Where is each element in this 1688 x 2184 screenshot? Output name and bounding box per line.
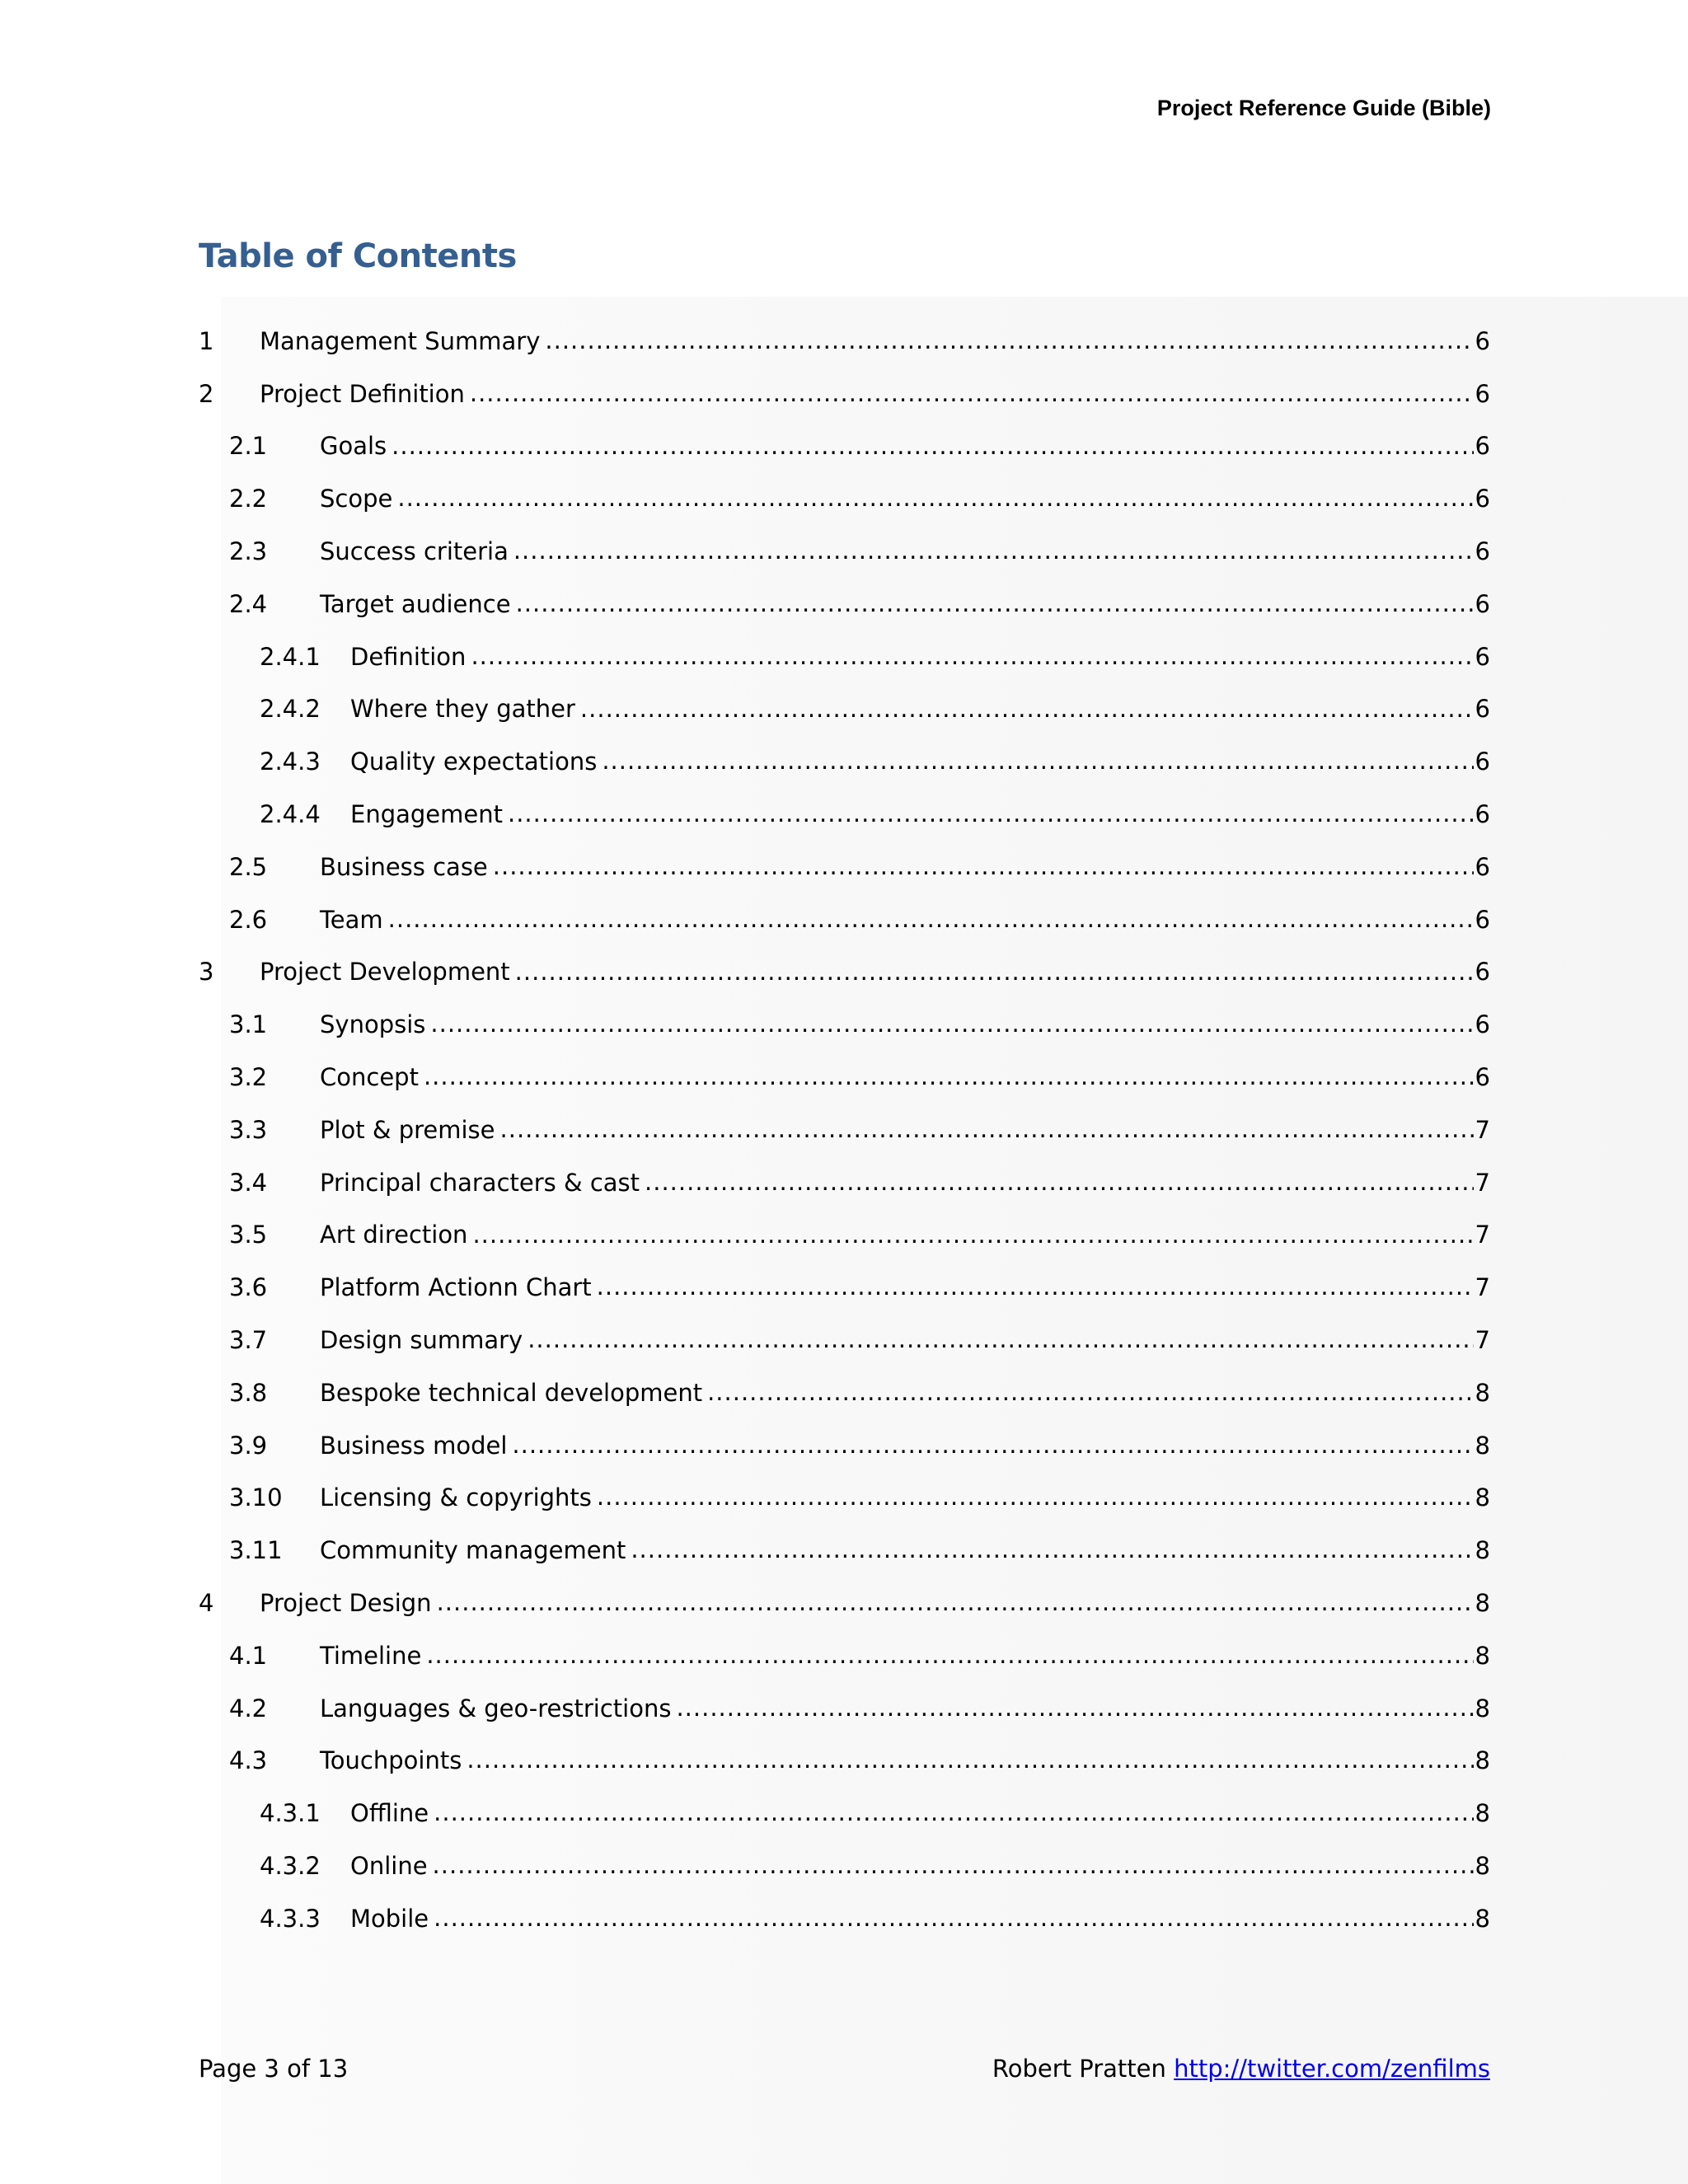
toc-entry-number: 2.2 xyxy=(229,485,268,513)
toc-entry-title[interactable]: Goals xyxy=(320,432,387,461)
toc-entry-title[interactable]: Engagement xyxy=(350,800,503,829)
toc-entry-title[interactable]: Design summary xyxy=(320,1326,523,1355)
toc-dot-leader xyxy=(500,1117,1474,1143)
toc-dot-leader xyxy=(645,1169,1474,1196)
toc-dot-leader xyxy=(597,1274,1474,1301)
toc-dot-leader xyxy=(467,1747,1473,1774)
twitter-link[interactable]: http://twitter.com/zenfilms xyxy=(1174,2055,1490,2083)
toc-dot-leader xyxy=(424,1064,1474,1090)
toc-dot-leader xyxy=(528,1327,1473,1353)
toc-dot-leader xyxy=(434,1800,1473,1826)
toc-entry-page: 8 xyxy=(1475,1799,1490,1828)
toc-entry[interactable] xyxy=(199,368,1490,420)
toc-entry[interactable] xyxy=(199,735,1490,788)
toc-entry-number: 3.7 xyxy=(229,1326,268,1355)
toc-entry-number: 4.3.1 xyxy=(260,1799,321,1828)
toc-dot-leader xyxy=(392,434,1473,460)
toc-dot-leader xyxy=(631,1537,1473,1563)
toc-entry-page: 6 xyxy=(1475,800,1490,829)
toc-entry-page: 8 xyxy=(1475,1694,1490,1722)
toc-entry[interactable] xyxy=(199,1892,1490,1945)
toc-entry[interactable] xyxy=(199,525,1490,578)
toc-entry[interactable] xyxy=(199,315,1490,368)
toc-entry-title[interactable]: Scope xyxy=(320,485,393,513)
toc-entry-page: 6 xyxy=(1475,326,1490,355)
toc-entry[interactable] xyxy=(199,1735,1490,1788)
toc-dot-leader xyxy=(397,485,1473,512)
toc-entry-number: 3.11 xyxy=(229,1536,283,1565)
toc-entry-title[interactable]: Art direction xyxy=(320,1221,468,1249)
toc-entry-title[interactable]: Offline xyxy=(350,1799,429,1828)
toc-entry-number: 3.2 xyxy=(229,1063,268,1092)
toc-entry-number: 4.3.2 xyxy=(260,1852,321,1880)
toc-dot-leader xyxy=(430,1011,1473,1038)
toc-entry-number: 3.3 xyxy=(229,1115,268,1144)
toc-entry[interactable] xyxy=(199,841,1490,893)
toc-dot-leader xyxy=(513,538,1474,565)
toc-entry-title[interactable]: Target audience xyxy=(320,589,511,618)
toc-entry-title[interactable]: Project Design xyxy=(260,1589,432,1618)
toc-entry[interactable] xyxy=(199,1472,1490,1525)
toc-entry-title[interactable]: Languages & geo-restrictions xyxy=(320,1694,672,1722)
toc-entry-title[interactable]: Mobile xyxy=(350,1904,429,1933)
toc-entry[interactable] xyxy=(199,893,1490,946)
toc-entry-number: 2.4.1 xyxy=(260,642,321,671)
toc-entry-title[interactable]: Where they gather xyxy=(350,695,575,724)
author-name: Robert Pratten xyxy=(992,2055,1166,2083)
toc-entry-page: 6 xyxy=(1475,748,1490,776)
toc-entry-number: 4.1 xyxy=(229,1641,268,1670)
toc-entry-title[interactable]: Quality expectations xyxy=(350,748,598,776)
toc-entry-page: 8 xyxy=(1475,1641,1490,1670)
toc-entry-title[interactable]: Touchpoints xyxy=(320,1746,462,1775)
toc-entry-number: 3.9 xyxy=(229,1431,268,1460)
toc-dot-leader xyxy=(388,907,1474,933)
toc-entry-number: 2.4.2 xyxy=(260,695,321,724)
toc-entry[interactable] xyxy=(199,578,1490,630)
toc-dot-leader xyxy=(516,591,1474,617)
toc-entry[interactable] xyxy=(199,472,1490,525)
toc-dot-leader xyxy=(426,1643,1473,1669)
toc-entry-number: 4.3 xyxy=(229,1746,268,1775)
toc-entry[interactable] xyxy=(199,683,1490,736)
toc-entry-page: 8 xyxy=(1475,1904,1490,1933)
toc-entry-page: 6 xyxy=(1475,589,1490,618)
toc-entry-title[interactable]: Definition xyxy=(350,642,467,671)
toc-entry-page: 6 xyxy=(1475,905,1490,934)
toc-entry-title[interactable]: Platform Actionn Chart xyxy=(320,1273,592,1302)
toc-dot-leader xyxy=(471,644,1473,670)
toc-entry[interactable] xyxy=(199,946,1490,999)
toc-entry-page: 6 xyxy=(1475,852,1490,881)
toc-entry-page: 8 xyxy=(1475,1589,1490,1618)
toc-dot-leader xyxy=(437,1590,1474,1616)
toc-entry-page: 8 xyxy=(1475,1431,1490,1460)
toc-entry-page: 6 xyxy=(1475,432,1490,461)
toc-entry-number: 3.1 xyxy=(229,1010,268,1039)
toc-entry-page: 8 xyxy=(1475,1746,1490,1775)
toc-dot-leader xyxy=(597,1484,1474,1511)
toc-dot-leader xyxy=(433,1853,1474,1879)
toc-entry[interactable] xyxy=(199,630,1490,683)
toc-entry-number: 2.6 xyxy=(229,905,268,934)
toc-entry-number: 2.5 xyxy=(229,852,268,881)
toc-entry-page: 7 xyxy=(1475,1326,1490,1355)
toc-entry[interactable] xyxy=(199,1787,1490,1840)
toc-entry[interactable] xyxy=(199,1366,1490,1419)
toc-dot-leader xyxy=(512,1432,1473,1459)
toc-entry-title[interactable]: Online xyxy=(350,1852,428,1880)
toc-heading: Table of Contents xyxy=(199,237,517,275)
toc-dot-leader xyxy=(602,748,1473,775)
toc-entry-number: 3.8 xyxy=(229,1378,268,1407)
toc-entry[interactable] xyxy=(199,420,1490,473)
toc-entry-number: 1 xyxy=(199,326,214,355)
toc-entry-page: 6 xyxy=(1475,695,1490,724)
toc-dot-leader xyxy=(434,1905,1473,1932)
toc-entry-number: 4.3.3 xyxy=(260,1904,321,1933)
toc-entry-number: 4.2 xyxy=(229,1694,268,1722)
toc-dot-leader xyxy=(580,696,1474,723)
toc-entry[interactable] xyxy=(199,1156,1490,1209)
toc-entry-page: 7 xyxy=(1475,1115,1490,1144)
toc-entry-title[interactable]: Licensing & copyrights xyxy=(320,1483,592,1512)
toc-entry[interactable] xyxy=(199,788,1490,841)
toc-entry[interactable] xyxy=(199,1209,1490,1262)
toc-dot-leader xyxy=(515,959,1474,986)
toc-entry[interactable] xyxy=(199,1104,1490,1156)
toc-entry-number: 4 xyxy=(199,1589,214,1618)
toc-entry-title[interactable]: Timeline xyxy=(320,1641,422,1670)
toc-entry-number: 2.1 xyxy=(229,432,268,461)
toc-entry-title[interactable]: Success criteria xyxy=(320,537,509,566)
toc-entry-page: 8 xyxy=(1475,1378,1490,1407)
toc-entry-number: 3.6 xyxy=(229,1273,268,1302)
toc-entry-page: 6 xyxy=(1475,485,1490,513)
toc-entry[interactable] xyxy=(199,1419,1490,1472)
toc-entry[interactable] xyxy=(199,1524,1490,1577)
toc-entry-page: 8 xyxy=(1475,1536,1490,1565)
toc-entry[interactable] xyxy=(199,998,1490,1051)
toc-entry-page: 7 xyxy=(1475,1221,1490,1249)
toc-entry[interactable] xyxy=(199,1682,1490,1735)
toc-entry[interactable] xyxy=(199,1314,1490,1366)
toc-entry-number: 3.10 xyxy=(229,1483,283,1512)
toc-entry-number: 3 xyxy=(199,958,214,987)
table-of-contents xyxy=(199,315,1490,1945)
toc-entry-page: 6 xyxy=(1475,1010,1490,1039)
toc-entry-title[interactable]: Bespoke technical development xyxy=(320,1378,703,1407)
toc-entry-number: 3.5 xyxy=(229,1221,268,1249)
toc-dot-leader xyxy=(472,1222,1473,1249)
toc-entry-page: 6 xyxy=(1475,642,1490,671)
toc-entry-page: 7 xyxy=(1475,1273,1490,1302)
toc-entry-page: 6 xyxy=(1475,1063,1490,1092)
toc-entry-page: 8 xyxy=(1475,1852,1490,1880)
toc-entry-title[interactable]: Community management xyxy=(320,1536,626,1565)
toc-entry-title[interactable]: Management Summary xyxy=(260,326,541,355)
footer-credit xyxy=(992,2055,1490,2083)
toc-entry-title[interactable]: Project Definition xyxy=(260,379,465,408)
toc-entry[interactable] xyxy=(199,1051,1490,1104)
toc-entry-number: 2.4 xyxy=(229,589,268,618)
toc-entry-page: 6 xyxy=(1475,537,1490,566)
toc-entry-title[interactable]: Synopsis xyxy=(320,1010,426,1039)
toc-entry[interactable] xyxy=(199,1840,1490,1892)
toc-dot-leader xyxy=(508,801,1474,827)
toc-entry-title[interactable]: Project Development xyxy=(260,958,510,987)
toc-entry[interactable] xyxy=(199,1261,1490,1314)
running-header: Project Reference Guide (Bible) xyxy=(1156,96,1491,120)
page-number: Page 3 of 13 xyxy=(199,2055,349,2083)
toc-entry[interactable] xyxy=(199,1577,1490,1629)
toc-entry-title[interactable]: Business case xyxy=(320,852,488,881)
toc-entry-title[interactable]: Team xyxy=(320,905,383,934)
toc-dot-leader xyxy=(470,381,1474,407)
toc-entry-page: 7 xyxy=(1475,1168,1490,1197)
toc-dot-leader xyxy=(676,1695,1473,1722)
toc-entry-title[interactable]: Principal characters & cast xyxy=(320,1168,640,1197)
toc-entry-number: 2.3 xyxy=(229,537,268,566)
toc-entry-number: 3.4 xyxy=(229,1168,268,1197)
toc-entry-page: 6 xyxy=(1475,958,1490,987)
toc-entry-page: 8 xyxy=(1475,1483,1490,1512)
toc-entry-number: 2.4.3 xyxy=(260,748,321,776)
toc-entry-number: 2 xyxy=(199,379,214,408)
toc-entry-title[interactable]: Concept xyxy=(320,1063,419,1092)
toc-dot-leader xyxy=(707,1380,1473,1406)
toc-dot-leader xyxy=(493,854,1474,880)
toc-entry-number: 2.4.4 xyxy=(260,800,321,829)
toc-entry-title[interactable]: Business model xyxy=(320,1431,508,1460)
toc-entry[interactable] xyxy=(199,1629,1490,1682)
toc-entry-title[interactable]: Plot & premise xyxy=(320,1115,495,1144)
toc-dot-leader xyxy=(545,328,1473,354)
toc-entry-page: 6 xyxy=(1475,379,1490,408)
